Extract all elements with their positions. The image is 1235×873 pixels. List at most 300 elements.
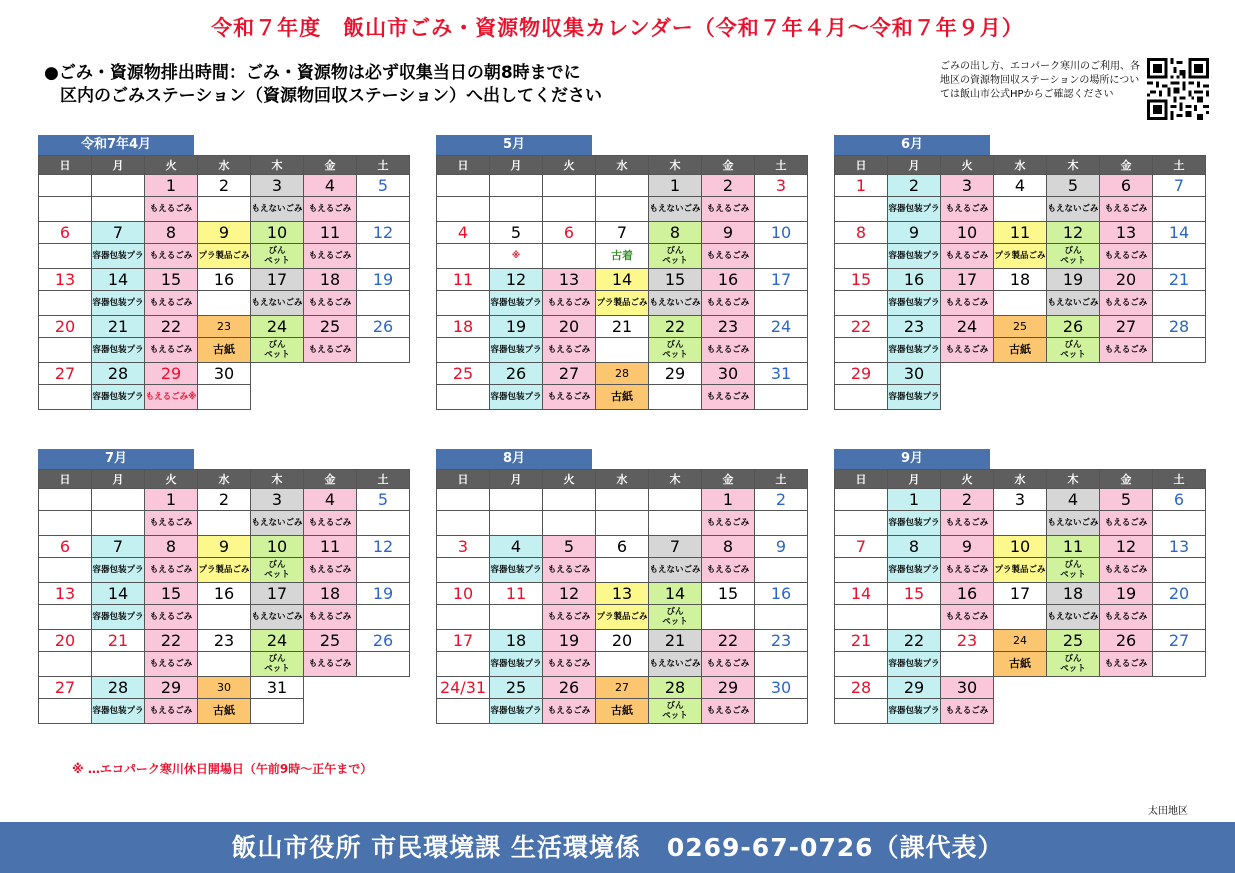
date-cell (251, 363, 304, 385)
date-cell: 9 (198, 536, 251, 558)
date-cell (994, 363, 1047, 385)
date-cell: 19 (543, 630, 596, 652)
category-cell: もえるごみ (1100, 338, 1153, 363)
date-cell: 26 (1100, 630, 1153, 652)
category-cell: もえるごみ (702, 385, 755, 410)
date-cell (357, 363, 410, 385)
date-cell: 20 (39, 630, 92, 652)
category-row (39, 558, 410, 583)
category-cell (437, 699, 490, 724)
date-cell: 5 (543, 536, 596, 558)
weekday-header: 水 (198, 470, 251, 489)
date-cell: 27 (543, 363, 596, 385)
category-row (39, 511, 410, 536)
category-cell: 古紙 (198, 338, 251, 363)
weekday-header: 金 (304, 156, 357, 175)
date-cell: 11 (490, 583, 543, 605)
category-cell: 容器包装プラ (888, 385, 941, 410)
category-cell: びん ペット (649, 338, 702, 363)
district-label: 太田地区 (1148, 806, 1188, 817)
category-cell: 容器包装プラ (888, 338, 941, 363)
category-cell: 容器包装プラ (92, 385, 145, 410)
date-cell: 25 (994, 316, 1047, 338)
category-row (835, 699, 1206, 724)
date-cell: 6 (39, 536, 92, 558)
date-cell: 3 (755, 175, 808, 197)
date-cell: 23 (941, 630, 994, 652)
date-cell: 22 (145, 630, 198, 652)
category-cell: 容器包装プラ (888, 291, 941, 316)
category-cell: もえるごみ (304, 511, 357, 536)
date-cell: 2 (888, 175, 941, 197)
date-cell: 26 (357, 316, 410, 338)
date-cell: 11 (304, 536, 357, 558)
date-cell (1100, 677, 1153, 699)
date-row (39, 677, 410, 699)
date-cell: 24 (994, 630, 1047, 652)
category-cell (357, 558, 410, 583)
category-cell: もえるごみ (1100, 244, 1153, 269)
category-cell: もえないごみ (649, 652, 702, 677)
date-row (835, 316, 1206, 338)
date-cell: 10 (994, 536, 1047, 558)
category-row (437, 605, 808, 630)
date-row (39, 583, 410, 605)
category-cell: もえるごみ (543, 558, 596, 583)
date-cell: 15 (888, 583, 941, 605)
date-cell: 11 (994, 222, 1047, 244)
calendar-grid (38, 155, 410, 410)
date-cell: 27 (1153, 630, 1206, 652)
date-cell: 14 (92, 583, 145, 605)
date-cell (543, 489, 596, 511)
notice-line-2: 区内のごみステーション（資源物回収ステーション）へ出してください (60, 86, 602, 106)
category-cell: もえるごみ (941, 338, 994, 363)
weekday-header: 金 (304, 470, 357, 489)
date-cell: 21 (596, 316, 649, 338)
category-cell: もえないごみ (1047, 511, 1100, 536)
category-cell: もえるごみ (543, 385, 596, 410)
category-cell: 容器包装プラ (888, 558, 941, 583)
date-cell (1047, 677, 1100, 699)
date-cell: 22 (888, 630, 941, 652)
date-cell: 17 (251, 269, 304, 291)
date-cell: 13 (543, 269, 596, 291)
category-cell: もえないごみ (649, 197, 702, 222)
category-cell (596, 652, 649, 677)
date-cell: 7 (649, 536, 702, 558)
category-cell: 容器包装プラ (490, 652, 543, 677)
date-cell: 31 (251, 677, 304, 699)
date-cell: 16 (198, 583, 251, 605)
category-cell: 古着 (596, 244, 649, 269)
weekday-header: 水 (994, 470, 1047, 489)
category-cell (1153, 511, 1206, 536)
date-cell: 28 (1153, 316, 1206, 338)
weekday-header: 木 (1047, 470, 1100, 489)
date-cell: 17 (755, 269, 808, 291)
weekday-header: 日 (39, 470, 92, 489)
category-cell: 容器包装プラ (490, 291, 543, 316)
category-row (39, 291, 410, 316)
footnote-ecopark: ※ …エコパーク寒川休日開場日（午前9時～正午まで） (72, 762, 373, 776)
category-cell (39, 197, 92, 222)
category-cell (304, 699, 357, 724)
date-cell: 1 (888, 489, 941, 511)
date-cell: 2 (702, 175, 755, 197)
category-row (835, 291, 1206, 316)
date-row (39, 630, 410, 652)
category-cell: びん ペット (1047, 558, 1100, 583)
category-cell (835, 197, 888, 222)
month-label: 9月 (834, 449, 990, 469)
date-cell: 23 (755, 630, 808, 652)
weekday-header: 火 (543, 156, 596, 175)
category-cell: もえるごみ (702, 652, 755, 677)
weekday-header: 土 (1153, 470, 1206, 489)
date-cell: 18 (490, 630, 543, 652)
category-cell: もえるごみ (1100, 652, 1153, 677)
date-row (835, 677, 1206, 699)
category-cell (198, 652, 251, 677)
date-cell: 18 (437, 316, 490, 338)
qr-code-icon[interactable] (1147, 58, 1209, 120)
date-cell: 12 (490, 269, 543, 291)
date-cell: 18 (304, 269, 357, 291)
date-cell: 28 (596, 363, 649, 385)
category-cell: 古紙 (198, 699, 251, 724)
category-cell: 容器包装プラ (490, 338, 543, 363)
date-cell: 16 (755, 583, 808, 605)
category-cell: もえるごみ (304, 197, 357, 222)
weekday-header: 木 (251, 156, 304, 175)
category-cell: 容器包装プラ (92, 558, 145, 583)
category-row (437, 385, 808, 410)
date-cell (596, 489, 649, 511)
category-row (437, 338, 808, 363)
date-cell: 28 (835, 677, 888, 699)
category-row (437, 197, 808, 222)
category-row (437, 558, 808, 583)
category-cell (357, 291, 410, 316)
category-cell: もえるごみ (543, 652, 596, 677)
date-cell: 27 (596, 677, 649, 699)
category-cell (835, 511, 888, 536)
date-cell: 2 (941, 489, 994, 511)
weekday-header: 月 (92, 156, 145, 175)
category-cell: 容器包装プラ (92, 605, 145, 630)
date-cell: 2 (198, 489, 251, 511)
category-cell (702, 605, 755, 630)
category-cell (357, 197, 410, 222)
category-cell (649, 511, 702, 536)
date-cell: 11 (304, 222, 357, 244)
date-cell: 15 (145, 269, 198, 291)
category-cell (755, 699, 808, 724)
category-cell: 容器包装プラ (92, 291, 145, 316)
date-cell: 25 (304, 630, 357, 652)
date-cell: 26 (490, 363, 543, 385)
weekday-header-row (835, 470, 1206, 489)
category-row (835, 558, 1206, 583)
date-cell: 28 (649, 677, 702, 699)
date-cell: 14 (649, 583, 702, 605)
date-cell: 22 (145, 316, 198, 338)
category-cell (755, 197, 808, 222)
date-cell (490, 175, 543, 197)
date-cell: 12 (357, 536, 410, 558)
category-row (39, 338, 410, 363)
notice-line-1: ●ごみ・資源物排出時間：ごみ・資源物は必ず収集当日の朝8時までに (44, 63, 581, 83)
category-cell: 古紙 (994, 338, 1047, 363)
date-cell: 1 (835, 175, 888, 197)
category-row (437, 699, 808, 724)
date-cell: 7 (1153, 175, 1206, 197)
category-cell: びん ペット (1047, 652, 1100, 677)
disposal-time-notice (44, 62, 602, 108)
date-cell: 9 (755, 536, 808, 558)
date-cell: 11 (1047, 536, 1100, 558)
category-cell: もえるごみ (702, 244, 755, 269)
category-cell (357, 244, 410, 269)
date-cell: 18 (1047, 583, 1100, 605)
weekday-header: 日 (835, 470, 888, 489)
category-cell: プラ製品ごみ (198, 558, 251, 583)
date-cell: 25 (437, 363, 490, 385)
date-cell (1153, 677, 1206, 699)
category-cell: 容器包装プラ (888, 511, 941, 536)
date-cell: 21 (649, 630, 702, 652)
date-cell (92, 489, 145, 511)
date-cell: 3 (941, 175, 994, 197)
category-cell: もえるごみ (941, 605, 994, 630)
date-cell (490, 489, 543, 511)
date-row (437, 536, 808, 558)
date-cell: 5 (1100, 489, 1153, 511)
date-cell: 14 (1153, 222, 1206, 244)
category-cell: もえるごみ (702, 338, 755, 363)
category-cell (39, 385, 92, 410)
date-cell: 21 (835, 630, 888, 652)
category-cell (437, 244, 490, 269)
weekday-header: 月 (888, 470, 941, 489)
weekday-header: 水 (994, 156, 1047, 175)
date-cell: 6 (39, 222, 92, 244)
weekday-header: 木 (251, 470, 304, 489)
date-row (437, 489, 808, 511)
date-row (437, 316, 808, 338)
date-cell: 26 (1047, 316, 1100, 338)
date-cell: 16 (702, 269, 755, 291)
date-cell: 30 (198, 677, 251, 699)
date-cell: 5 (1047, 175, 1100, 197)
weekday-header: 土 (755, 156, 808, 175)
category-row (437, 244, 808, 269)
category-cell (835, 244, 888, 269)
category-cell: 容器包装プラ (490, 385, 543, 410)
date-cell: 4 (1047, 489, 1100, 511)
category-cell (994, 511, 1047, 536)
category-row (835, 244, 1206, 269)
month-label: 5月 (436, 135, 592, 155)
date-cell: 20 (39, 316, 92, 338)
category-cell (1047, 699, 1100, 724)
date-row (437, 175, 808, 197)
category-row (39, 197, 410, 222)
date-cell (437, 489, 490, 511)
category-cell: もえるごみ (145, 605, 198, 630)
category-cell: もえるごみ (304, 338, 357, 363)
category-cell: もえるごみ (1100, 197, 1153, 222)
category-cell: もえるごみ (702, 699, 755, 724)
category-cell (1153, 699, 1206, 724)
category-cell: 容器包装プラ (490, 699, 543, 724)
date-cell: 10 (941, 222, 994, 244)
weekday-header: 木 (1047, 156, 1100, 175)
date-cell: 26 (357, 630, 410, 652)
date-cell (39, 489, 92, 511)
category-cell (357, 385, 410, 410)
date-cell: 7 (92, 536, 145, 558)
date-cell: 30 (941, 677, 994, 699)
category-cell (198, 385, 251, 410)
weekday-header-row (437, 156, 808, 175)
category-cell: 容器包装プラ (888, 197, 941, 222)
date-cell: 31 (755, 363, 808, 385)
category-cell (437, 605, 490, 630)
category-cell: もえるごみ (145, 558, 198, 583)
date-cell: 29 (145, 677, 198, 699)
date-cell: 21 (92, 316, 145, 338)
category-cell (1100, 699, 1153, 724)
date-cell: 27 (1100, 316, 1153, 338)
date-row (835, 630, 1206, 652)
category-cell: びん ペット (251, 338, 304, 363)
category-cell (437, 291, 490, 316)
weekday-header: 木 (649, 156, 702, 175)
date-cell (92, 175, 145, 197)
category-cell: びん ペット (649, 244, 702, 269)
category-cell: びん ペット (251, 652, 304, 677)
weekday-header: 土 (357, 156, 410, 175)
date-cell: 5 (357, 489, 410, 511)
category-row (437, 511, 808, 536)
date-cell (1100, 363, 1153, 385)
category-row (39, 244, 410, 269)
date-cell: 15 (145, 583, 198, 605)
weekday-header: 土 (1153, 156, 1206, 175)
category-row (835, 197, 1206, 222)
date-cell: 8 (145, 536, 198, 558)
date-cell: 15 (649, 269, 702, 291)
category-cell: びん ペット (1047, 244, 1100, 269)
category-cell: もえないごみ (1047, 291, 1100, 316)
calendar-grid (834, 155, 1206, 410)
date-cell: 7 (596, 222, 649, 244)
date-cell: 14 (92, 269, 145, 291)
date-cell: 15 (835, 269, 888, 291)
date-cell: 23 (702, 316, 755, 338)
category-cell (39, 291, 92, 316)
category-cell: もえるごみ (304, 291, 357, 316)
date-cell: 19 (357, 269, 410, 291)
date-cell: 29 (835, 363, 888, 385)
category-cell (835, 605, 888, 630)
weekday-header: 金 (1100, 470, 1153, 489)
weekday-header: 日 (835, 156, 888, 175)
category-cell: もえるごみ (941, 291, 994, 316)
category-cell (490, 197, 543, 222)
category-cell (251, 385, 304, 410)
date-cell: 10 (755, 222, 808, 244)
category-cell (39, 244, 92, 269)
date-cell: 8 (835, 222, 888, 244)
category-cell: もえるごみ (145, 197, 198, 222)
category-cell (198, 511, 251, 536)
date-cell: 24/31 (437, 677, 490, 699)
category-cell: もえるごみ (941, 244, 994, 269)
date-cell: 7 (92, 222, 145, 244)
date-cell: 6 (1100, 175, 1153, 197)
date-row (835, 175, 1206, 197)
month-label: 7月 (38, 449, 194, 469)
category-cell: 容器包装プラ (888, 244, 941, 269)
month-label: 令和7年4月 (38, 135, 194, 155)
category-cell: プラ製品ごみ (596, 291, 649, 316)
category-cell: びん ペット (251, 558, 304, 583)
date-cell (437, 175, 490, 197)
date-cell: 20 (596, 630, 649, 652)
category-row (39, 605, 410, 630)
category-cell (198, 197, 251, 222)
date-cell: 19 (1047, 269, 1100, 291)
weekday-header: 木 (649, 470, 702, 489)
date-cell: 2 (198, 175, 251, 197)
category-cell: もえないごみ (649, 291, 702, 316)
category-cell (596, 197, 649, 222)
category-cell: もえるごみ (941, 511, 994, 536)
category-cell (92, 652, 145, 677)
category-row (835, 338, 1206, 363)
date-cell: 1 (649, 175, 702, 197)
date-cell (994, 677, 1047, 699)
date-cell: 20 (1100, 269, 1153, 291)
category-cell (835, 652, 888, 677)
date-cell: 16 (941, 583, 994, 605)
category-cell (437, 197, 490, 222)
category-cell (994, 197, 1047, 222)
category-cell: もえるごみ (304, 605, 357, 630)
date-cell: 22 (702, 630, 755, 652)
date-row (437, 630, 808, 652)
category-cell (1153, 338, 1206, 363)
date-cell: 4 (304, 175, 357, 197)
date-row (39, 175, 410, 197)
category-cell (994, 605, 1047, 630)
weekday-header: 火 (145, 470, 198, 489)
date-cell (649, 489, 702, 511)
date-cell: 23 (198, 630, 251, 652)
weekday-header-row (835, 156, 1206, 175)
category-cell (755, 244, 808, 269)
date-cell: 18 (994, 269, 1047, 291)
date-cell: 19 (357, 583, 410, 605)
category-cell: もえないごみ (251, 511, 304, 536)
category-cell (596, 558, 649, 583)
category-cell: もえるごみ (702, 558, 755, 583)
date-cell: 13 (39, 269, 92, 291)
category-cell (39, 338, 92, 363)
